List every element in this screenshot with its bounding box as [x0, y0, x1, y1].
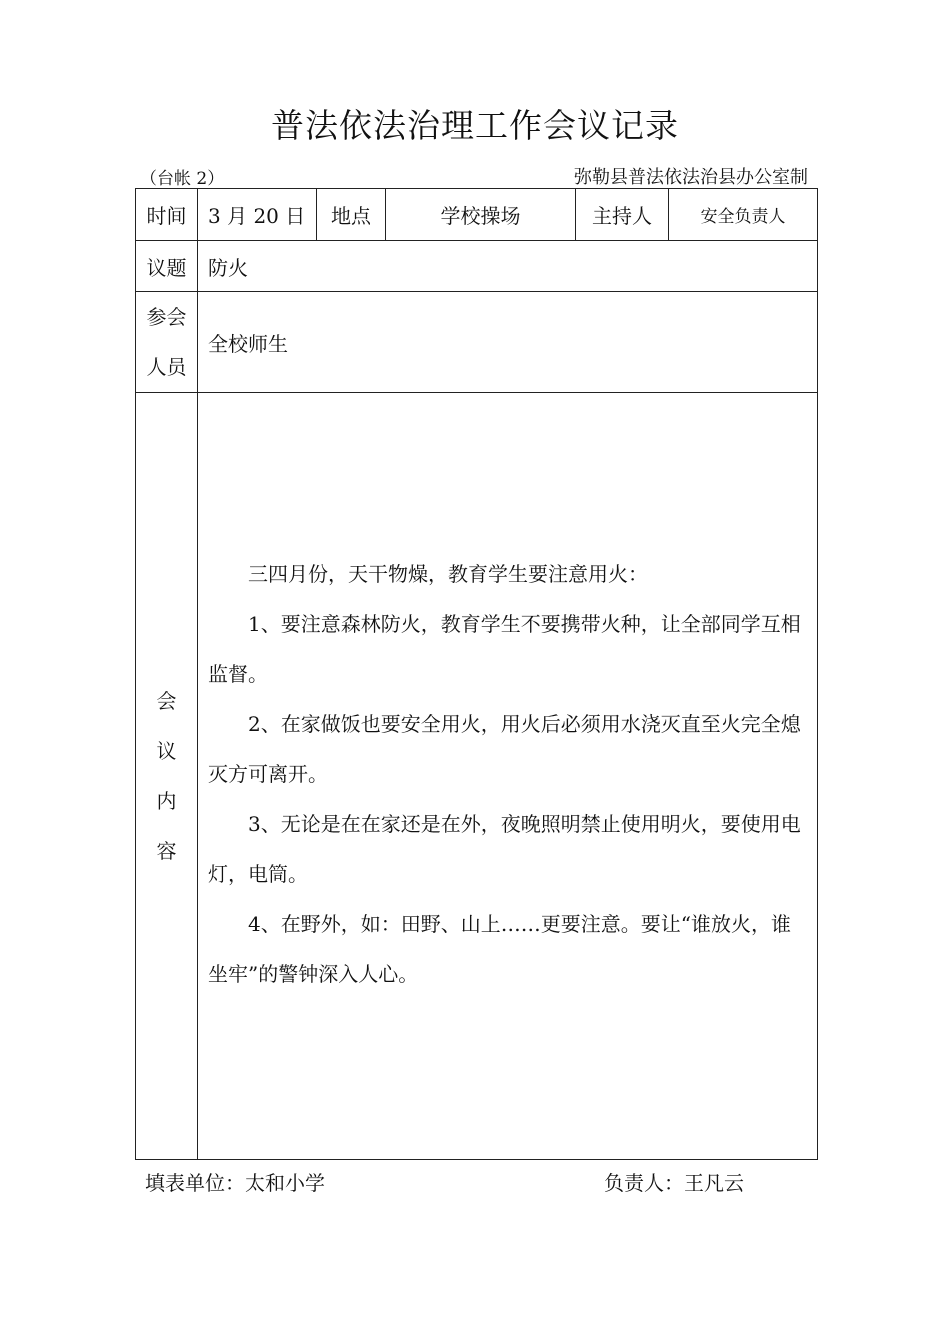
meeting-content	[198, 393, 818, 1160]
row-content	[136, 393, 818, 1160]
time-value: 3 月 20 日	[198, 189, 317, 241]
content-label-char: 会	[156, 689, 177, 713]
row-topic	[136, 241, 818, 292]
content-label-char: 议	[156, 739, 177, 763]
content-label	[136, 393, 198, 1160]
row-attendees	[136, 292, 818, 393]
content-paragraph: 4、在野外，如：田野、山上……更要注意。要让“谁放火，谁坐牢”的警钟深入人心。	[208, 912, 791, 986]
content-paragraph: 2、在家做饭也要安全用火，用火后必须用水浇灭直至火完全熄灭方可离开。	[208, 712, 801, 786]
content-paragraph: 1、要注意森林防火，教育学生不要携带火种，让全部同学互相监督。	[208, 612, 801, 686]
attendees-label-line-2: 人员	[146, 355, 187, 379]
filling-unit: 填表单位：太和小学	[145, 1171, 325, 1195]
topic-label: 议题	[136, 241, 198, 292]
content-label-char: 内	[156, 789, 177, 813]
meeting-record-table	[135, 188, 818, 1160]
issuer-office: 弥勒县普法依法治县办公室制	[574, 167, 808, 188]
host-value: 安全负责人	[669, 189, 818, 241]
attendees-label-line-1: 参会	[146, 305, 187, 329]
place-value: 学校操场	[386, 189, 576, 241]
attendees-value: 全校师生	[198, 292, 818, 393]
row-time-place-host	[136, 189, 818, 241]
topic-value: 防火	[198, 241, 818, 292]
document-title: 普法依法治理工作会议记录	[271, 106, 679, 145]
host-label: 主持人	[576, 189, 669, 241]
content-paragraph: 三四月份，天干物燥，教育学生要注意用火：	[248, 562, 648, 586]
attendees-label	[136, 292, 198, 393]
place-label: 地点	[317, 189, 386, 241]
responsible-person: 负责人：王凡云	[604, 1171, 744, 1195]
content-paragraph: 3、无论是在在家还是在外，夜晚照明禁止使用明火，要使用电灯，电筒。	[208, 812, 801, 886]
content-label-char: 容	[156, 839, 177, 863]
ledger-number: （台帐 2）	[140, 169, 225, 189]
time-label: 时间	[136, 189, 198, 241]
